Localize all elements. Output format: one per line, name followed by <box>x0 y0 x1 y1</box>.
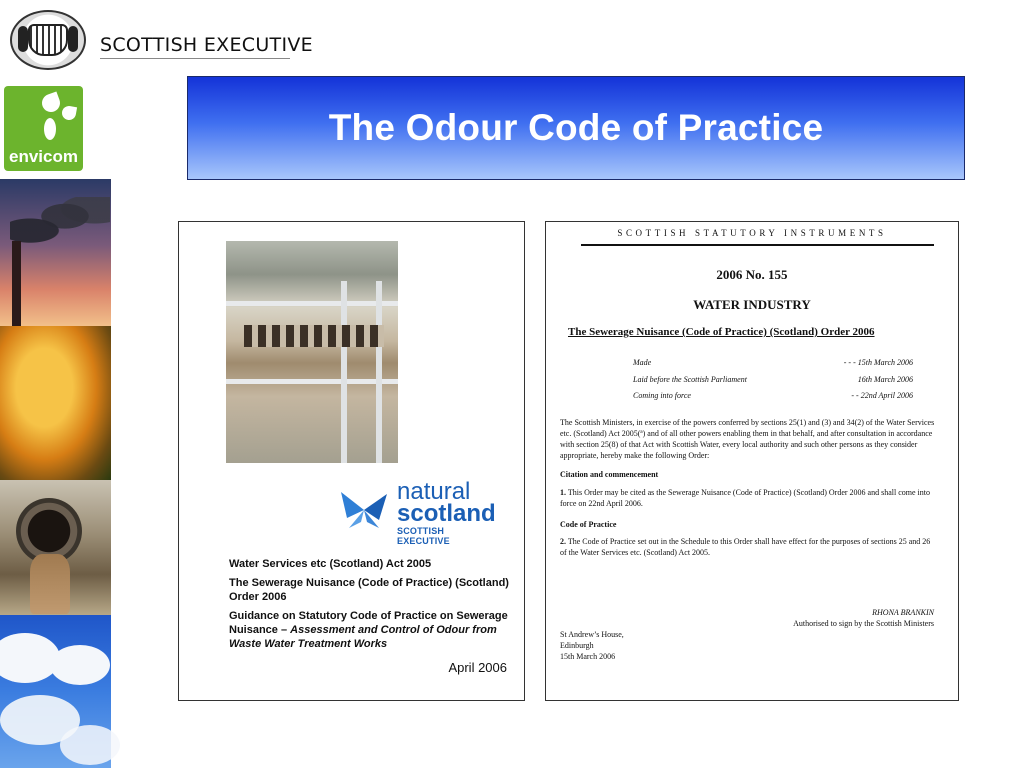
treatment-works-photo <box>226 241 398 463</box>
droplet-icon <box>44 118 56 140</box>
autumn-leaf-image <box>0 326 111 480</box>
section-number: 1. <box>560 488 566 497</box>
smoke-plume <box>10 197 110 245</box>
sky-clouds-image <box>0 615 111 768</box>
date-label: Coming into force <box>633 391 691 400</box>
instrument-number: 2006 No. 155 <box>716 267 788 282</box>
lion-supporter-icon <box>18 26 28 52</box>
shield-icon <box>28 24 68 56</box>
section-heading: Citation and commencement <box>560 470 659 479</box>
signatory-name: RHONA BRANKIN <box>872 608 934 617</box>
droplet-icon <box>61 105 77 121</box>
chimney <box>12 241 21 326</box>
address-line: St Andrew’s House, <box>560 630 624 639</box>
guidance-document-cover <box>178 221 525 701</box>
address-line: Edinburgh <box>560 641 594 650</box>
section-number: 2. <box>560 537 566 546</box>
tank-arches <box>244 325 384 347</box>
order-title: The Sewerage Nuisance (Code of Practice) (Scotland) Order 2006 <box>229 577 509 603</box>
railing-post <box>376 281 382 463</box>
date-label: Made <box>633 358 652 367</box>
droplet-icon <box>39 91 62 114</box>
cloud <box>50 645 110 685</box>
preamble: The Scottish Ministers, in exercise of the powers conferred by sections 25(1) and (3) and 34(2) of the Water Services etc. (Scotland) Act 2005(ª) and of all other powers enabling them in that behalf, and after consultation in accordance with section 25(8) of that Act with Scottish Water, every local authority and such other persons as they consider appropriate, hereby make the following Order: <box>560 418 935 460</box>
date-value: - - - 15th March 2006 <box>843 358 913 367</box>
org-name-underline <box>100 58 290 59</box>
guidance-title <box>229 609 509 651</box>
unicorn-supporter-icon <box>68 26 78 52</box>
section-heading: Code of Practice <box>560 520 617 529</box>
railing <box>226 379 398 384</box>
envicom-logo <box>4 86 83 171</box>
series-heading: SCOTTISH STATUTORY INSTRUMENTS <box>617 228 887 238</box>
railing-post <box>341 281 347 463</box>
royal-crest-icon <box>10 10 86 70</box>
org-name: SCOTTISH EXECUTIVE <box>100 34 313 56</box>
logo-line-scotland: scotland <box>397 500 496 527</box>
envicom-brand: envicom <box>9 147 78 166</box>
act-title: Water Services etc (Scotland) Act 2005 <box>229 558 432 570</box>
section-text <box>560 536 935 558</box>
series-rule <box>581 244 934 246</box>
industry-heading: WATER INDUSTRY <box>693 297 811 312</box>
section-body: This Order may be cited as the Sewerage Nuisance (Code of Practice) (Scotland) Order 2006 and shall come into force on 22nd April 2006. <box>560 488 930 508</box>
statutory-instrument-page <box>545 221 959 701</box>
logo-line-exec: SCOTTISH EXECUTIVE <box>397 526 450 546</box>
order-title: The Sewerage Nuisance (Code of Practice) (Scotland) Order 2006 <box>568 326 875 338</box>
date-value: - - 22nd April 2006 <box>851 391 913 400</box>
sewage-pipe-image <box>0 480 111 615</box>
natural-scotland-logo <box>339 478 499 546</box>
cloud <box>60 725 120 765</box>
logo-line-natural: natural <box>397 478 471 505</box>
publication-date: April 2006 <box>448 660 507 675</box>
outflow <box>30 554 70 614</box>
date-label: Laid before the Scottish Parliament <box>633 375 747 384</box>
signatory-role: Authorised to sign by the Scottish Ministers <box>793 619 934 628</box>
butterfly-icon <box>339 488 389 532</box>
railing <box>226 301 398 306</box>
title-banner <box>187 76 965 180</box>
section-text <box>560 487 935 509</box>
page-title: The Odour Code of Practice <box>328 107 824 148</box>
section-body: The Code of Practice set out in the Schedule to this Order shall have effect for the purposes of sections 25 and 26 of the Water Services etc. (Scotland) Act 2005. <box>560 537 931 557</box>
chimney-smoke-image <box>0 179 111 326</box>
address-line: 15th March 2006 <box>560 652 616 661</box>
guidance-italic: Assessment and Control of Odour from Waste Water Treatment Works <box>229 624 497 650</box>
date-value: 16th March 2006 <box>857 375 913 384</box>
guidance-lead: Guidance on Statutory Code of Practice on Sewerage Nuisance – <box>229 610 508 636</box>
